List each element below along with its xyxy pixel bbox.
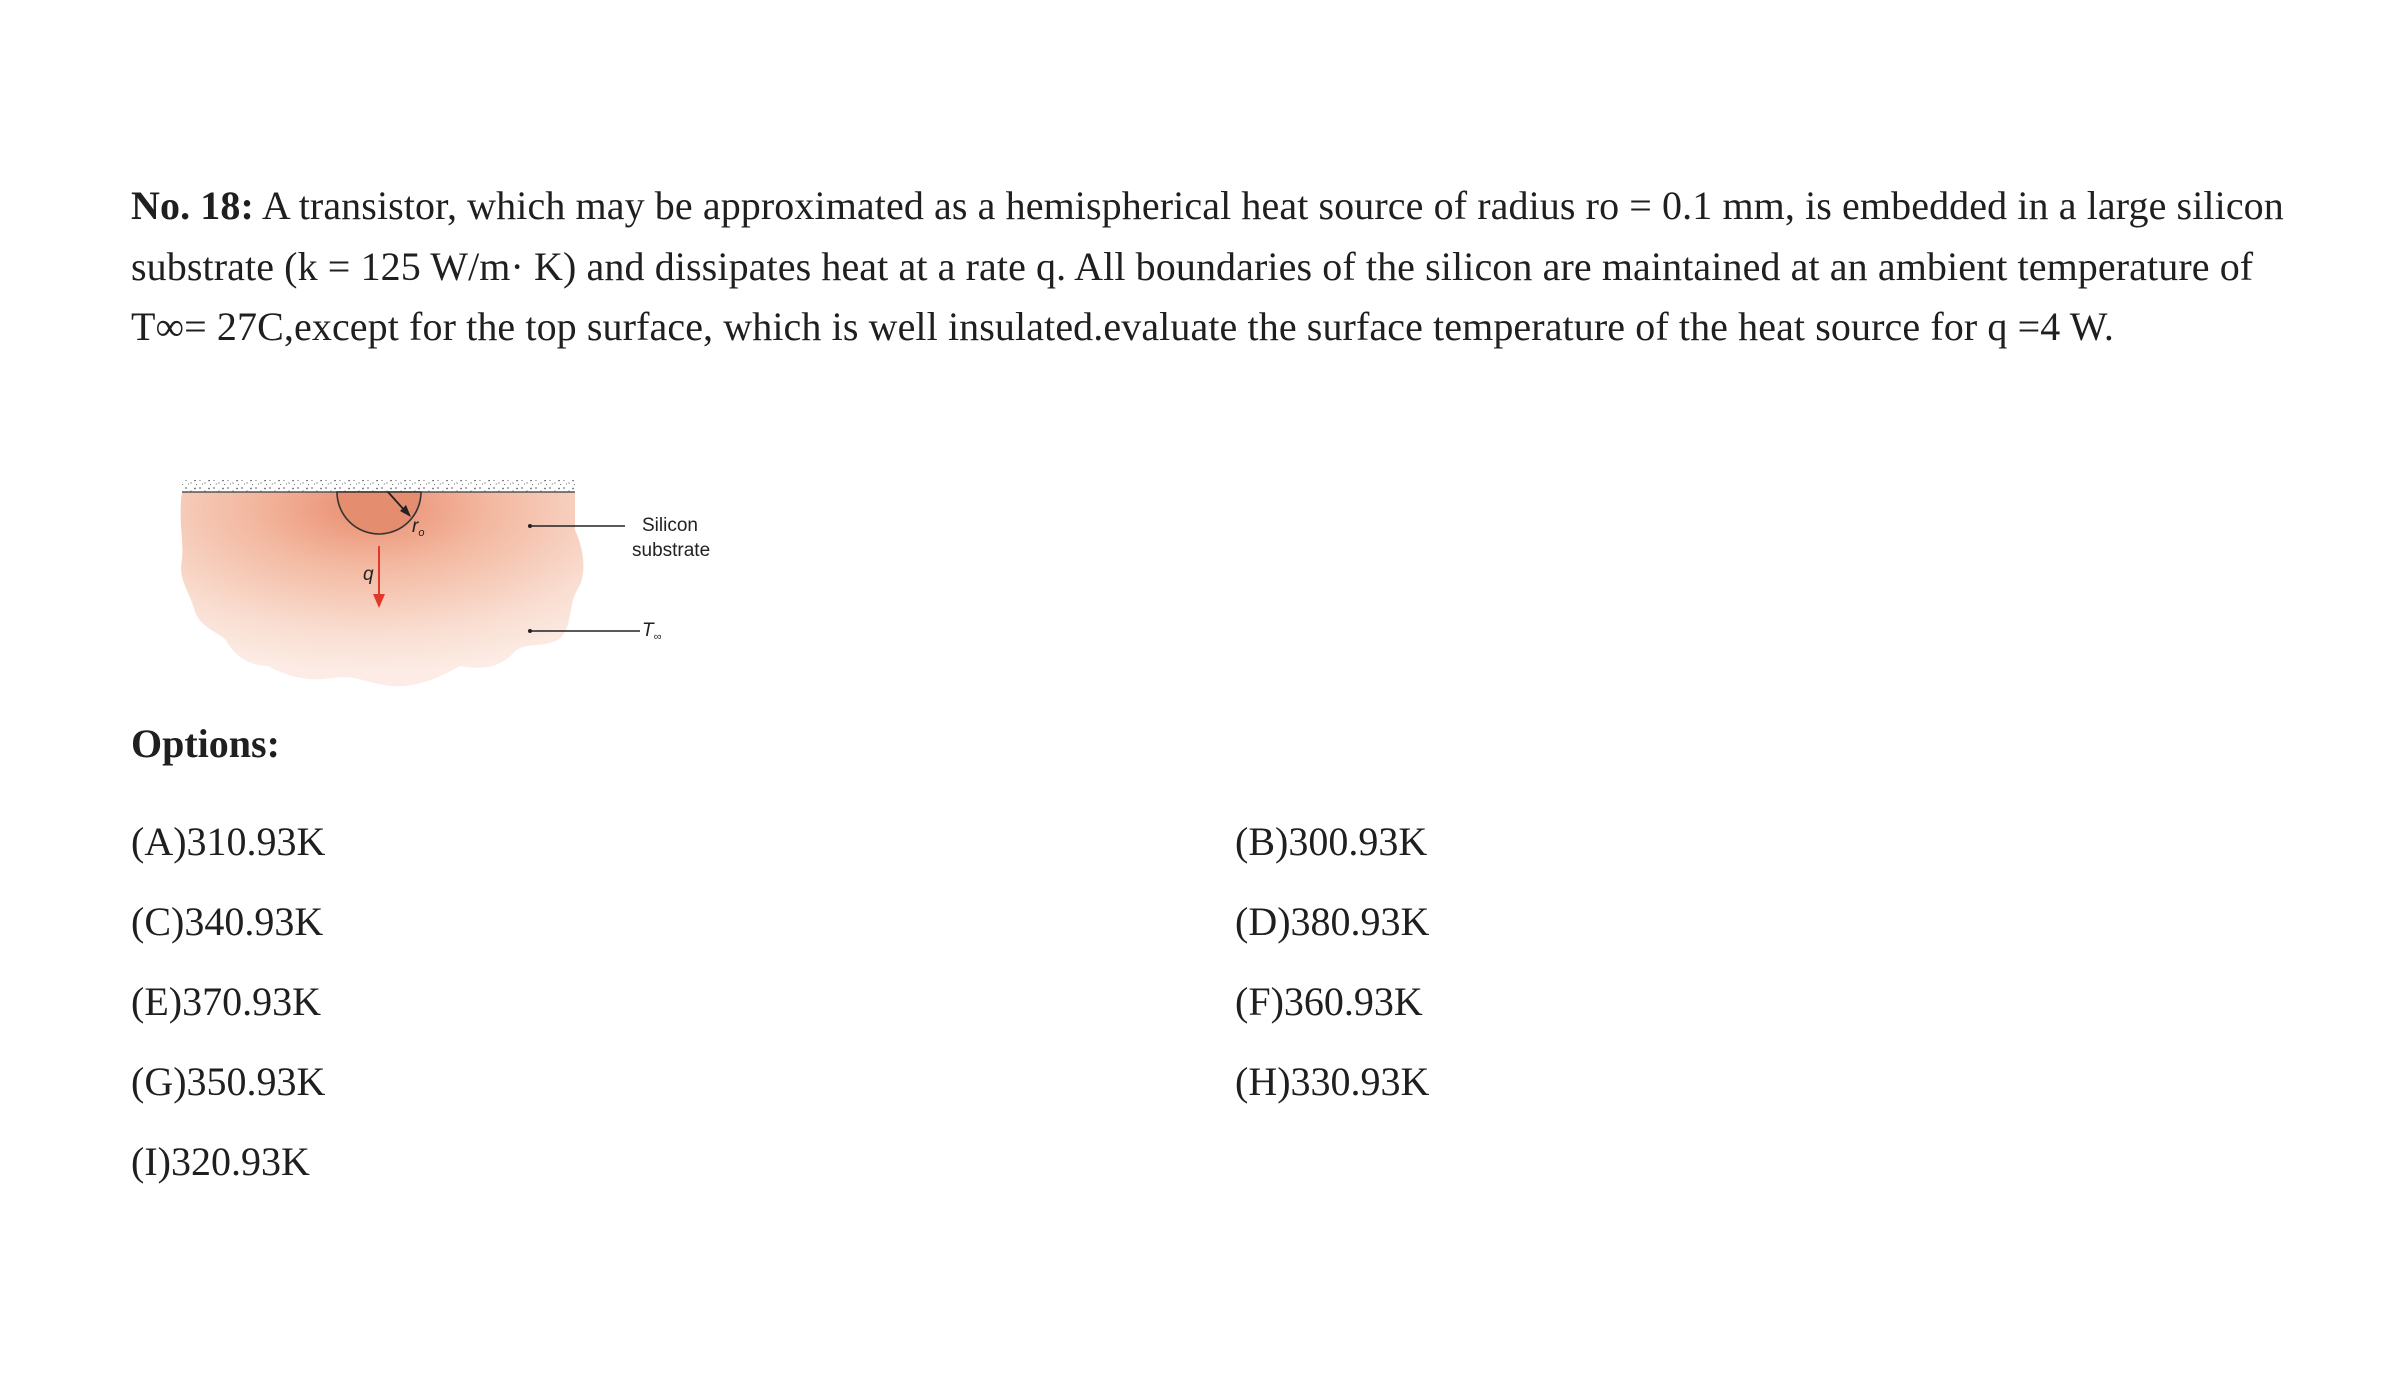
- question-number: No. 18:: [131, 183, 254, 228]
- radius-subscript: o: [418, 527, 425, 539]
- radius-label: r: [412, 516, 419, 537]
- option-i[interactable]: (I)320.93K: [131, 1139, 310, 1184]
- silicon-label: Silicon: [642, 515, 698, 536]
- option-g[interactable]: (G)350.93K: [131, 1059, 326, 1104]
- substrate-label: substrate: [632, 540, 711, 561]
- option-c[interactable]: (C)340.93K: [131, 899, 324, 944]
- svg-text:T∞: [642, 620, 662, 643]
- option-e[interactable]: (E)370.93K: [131, 979, 321, 1024]
- option-h[interactable]: (H)330.93K: [1235, 1059, 1430, 1104]
- options-heading: Options:: [131, 721, 280, 766]
- question-body: A transistor, which may be approximated as a hemispherical heat source of radius ro = 0.1 mm, is embedded in a large silicon substrate (k = 125 W/m· K) and dissipates heat at a rate q. All boundaries of the silicon are maintained at an ambient temperature of T∞= 27C,except for the top surface, which is well insulated.evaluate the surface temperature of the heat source for q =4 W.: [131, 183, 2284, 349]
- ambient-temp-subscript: ∞: [653, 631, 662, 643]
- option-d[interactable]: (D)380.93K: [1235, 899, 1430, 944]
- ambient-temp-label: T: [642, 620, 654, 641]
- option-f[interactable]: (F)360.93K: [1235, 979, 1423, 1024]
- option-a[interactable]: (A)310.93K: [131, 819, 326, 864]
- option-b[interactable]: (B)300.93K: [1235, 819, 1428, 864]
- insulated-top-surface: [182, 480, 575, 492]
- silicon-substrate-figure: [170, 470, 730, 700]
- question-text-block: [131, 176, 2311, 358]
- heat-label: q: [363, 564, 374, 585]
